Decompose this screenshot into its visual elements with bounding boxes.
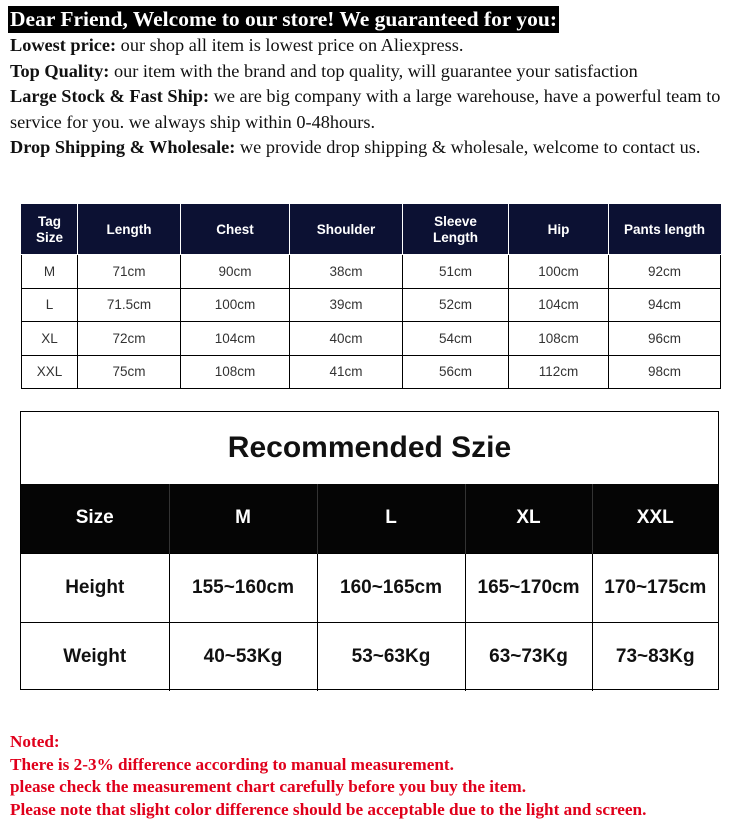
recommended-size-panel: [20, 411, 719, 690]
intro-item-label: Lowest price:: [10, 35, 117, 55]
table-cell: 40~53Kg: [169, 622, 317, 691]
header-xxl: XXL: [592, 484, 718, 553]
header-m: M: [169, 484, 317, 553]
header-xl: XL: [465, 484, 592, 553]
table-cell: 41cm: [290, 355, 403, 389]
table-row: [21, 553, 718, 622]
table-cell: 165~170cm: [465, 553, 592, 622]
table-cell: 96cm: [609, 322, 721, 356]
table-cell: 54cm: [403, 322, 509, 356]
note-line: There is 2-3% difference according to manual measurement.: [10, 754, 454, 774]
note-line: Please note that slight color difference should be acceptable due to the light and screen.: [10, 799, 647, 819]
table-cell: 100cm: [509, 255, 609, 289]
table-cell: 104cm: [181, 322, 290, 356]
welcome-headline: Dear Friend, Welcome to our store! We guaranteed for you:: [10, 7, 557, 31]
table-cell: 90cm: [181, 255, 290, 289]
table-cell: 39cm: [290, 288, 403, 322]
table-row: [21, 622, 718, 691]
intro-item-text: we are big company with a large warehouse, have a powerful team to service for you. we always ship within 0-48hours.: [10, 86, 721, 132]
size-chart-header-row: [22, 205, 721, 255]
recommended-size-table: [21, 484, 718, 691]
header-sleeve-length: Sleeve Length: [403, 205, 509, 255]
table-cell: 40cm: [290, 322, 403, 356]
table-cell: 53~63Kg: [317, 622, 465, 691]
table-cell: 108cm: [509, 322, 609, 356]
header-tag-size: Tag Size: [22, 205, 78, 255]
intro-item-price: [10, 33, 743, 59]
recommended-header-row: [21, 484, 718, 553]
table-cell: 108cm: [181, 355, 290, 389]
header-hip: Hip: [509, 205, 609, 255]
table-cell: 98cm: [609, 355, 721, 389]
intro-item-text: our item with the brand and top quality, will guarantee your satisfaction: [109, 60, 638, 81]
table-cell: 75cm: [78, 355, 181, 389]
table-row: [22, 355, 721, 389]
table-cell: XXL: [22, 355, 78, 389]
intro-item-label: Top Quality:: [10, 60, 110, 81]
header-l: L: [317, 484, 465, 553]
intro-item-stock: [10, 84, 743, 135]
table-row: [22, 288, 721, 322]
table-cell: 104cm: [509, 288, 609, 322]
table-cell: 56cm: [403, 355, 509, 389]
table-cell: 92cm: [609, 255, 721, 289]
row-label-weight: Weight: [21, 622, 169, 691]
table-cell: 51cm: [403, 255, 509, 289]
intro-item-text: we provide drop shipping & wholesale, welcome to contact us.: [235, 137, 701, 157]
table-cell: 100cm: [181, 288, 290, 322]
table-cell: L: [22, 288, 78, 322]
size-chart-table: [21, 204, 721, 389]
notes-heading: Noted:: [10, 732, 60, 751]
intro-item-quality: [10, 59, 743, 85]
table-cell: 63~73Kg: [465, 622, 592, 691]
table-cell: 72cm: [78, 322, 181, 356]
table-cell: 155~160cm: [169, 553, 317, 622]
table-row: [22, 255, 721, 289]
table-cell: 170~175cm: [592, 553, 718, 622]
store-intro: [10, 6, 743, 161]
notes-section: [10, 731, 743, 821]
intro-item-label: Large Stock & Fast Ship:: [10, 86, 210, 106]
row-label-height: Height: [21, 553, 169, 622]
intro-item-label: Drop Shipping & Wholesale:: [10, 137, 236, 157]
header-pants-length: Pants length: [609, 205, 721, 255]
table-cell: 73~83Kg: [592, 622, 718, 691]
table-cell: 71cm: [78, 255, 181, 289]
table-row: [22, 322, 721, 356]
table-cell: 94cm: [609, 288, 721, 322]
note-line: please check the measurement chart carefully before you buy the item.: [10, 777, 527, 797]
header-shoulder: Shoulder: [290, 205, 403, 255]
intro-item-text: our shop all item is lowest price on Aliexpress.: [116, 35, 464, 55]
table-cell: 52cm: [403, 288, 509, 322]
intro-item-dropship: [10, 135, 743, 161]
table-cell: 112cm: [509, 355, 609, 389]
table-cell: XL: [22, 322, 78, 356]
header-length: Length: [78, 205, 181, 255]
table-cell: M: [22, 255, 78, 289]
table-cell: 38cm: [290, 255, 403, 289]
header-chest: Chest: [181, 205, 290, 255]
table-cell: 71.5cm: [78, 288, 181, 322]
table-cell: 160~165cm: [317, 553, 465, 622]
header-size: Size: [21, 484, 169, 553]
recommended-size-title: Recommended Szie: [227, 431, 512, 464]
